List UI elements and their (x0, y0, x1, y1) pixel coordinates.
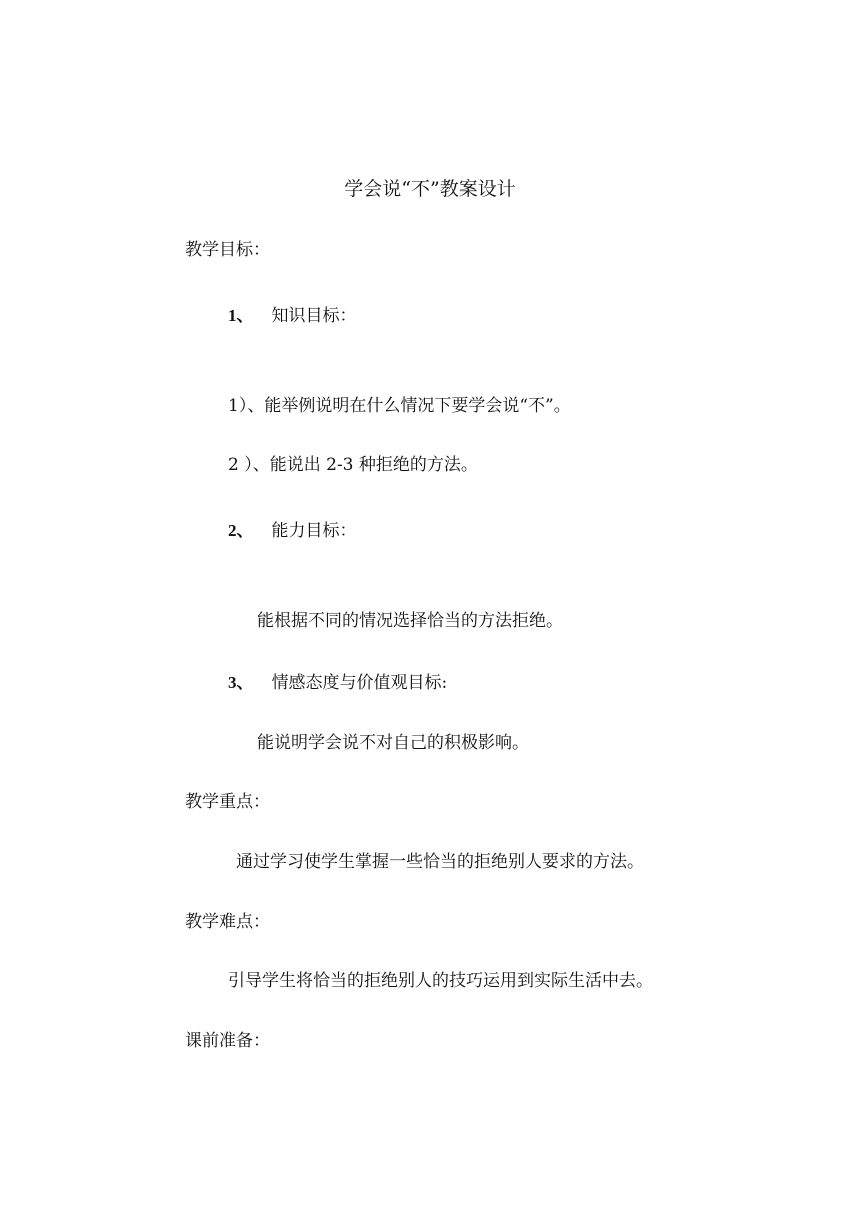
key-points-heading: 教学重点： (185, 792, 270, 812)
teaching-goals-heading: 教学目标： (185, 240, 270, 260)
goal-2-number: 2、 (228, 521, 254, 540)
goal-3-text: 能说明学会说不对自己的积极影响。 (257, 733, 529, 753)
goal-3-heading (228, 673, 447, 693)
key-points-text: 通过学习使学生掌握一些恰当的拒绝别人要求的方法。 (236, 852, 644, 872)
goal-2-text: 能根据不同的情况选择恰当的方法拒绝。 (257, 611, 563, 631)
goal-1-item-2: 2 ）、能说出 2-3 种拒绝的方法。 (228, 455, 478, 475)
goal-1-number: 1、 (228, 306, 254, 325)
goal-3-number: 3、 (228, 673, 254, 692)
document-title: 学会说“不”教案设计 (344, 178, 516, 200)
goal-1-label: 知识目标： (271, 306, 357, 326)
goal-1-heading (228, 306, 357, 326)
difficulty-text: 引导学生将恰当的拒绝别人的技巧运用到实际生活中去。 (228, 971, 653, 991)
goal-3-label: 情感态度与价值观目标: (271, 673, 448, 693)
goal-1-item-1: 1）、能举例说明在什么情况下要学会说“不”。 (228, 396, 571, 416)
difficulty-heading: 教学难点： (185, 912, 270, 932)
goal-2-heading (228, 521, 357, 541)
preparation-heading: 课前准备： (185, 1031, 270, 1051)
goal-2-label: 能力目标： (271, 521, 357, 541)
